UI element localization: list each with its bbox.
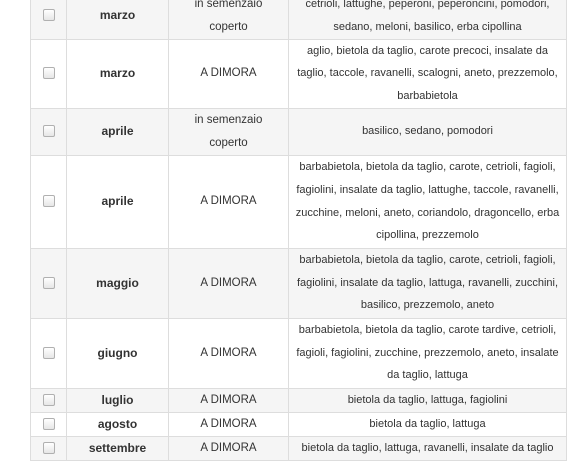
crops-cell: barbabietola, bietola da taglio, carote, cetrioli, fagioli, fagiolini, insalate da taglio, lattughe, taccole, ravanelli, zucchine, meloni, aneto, coriandolo, dragoncello, erba cipollina, prezzemolo [289, 155, 567, 248]
table-row [31, 39, 567, 108]
checkbox-icon[interactable] [43, 418, 55, 430]
table-row [31, 412, 567, 436]
month-cell: aprile [67, 108, 169, 155]
month-cell: giugno [67, 318, 169, 388]
row-checkbox-cell[interactable] [31, 39, 67, 108]
row-checkbox-cell[interactable] [31, 155, 67, 248]
month-cell: agosto [67, 412, 169, 436]
crops-cell: barbabietola, bietola da taglio, carote, cetrioli, fagioli, fagiolini, insalate da taglio, lattuga, ravanelli, zucchini, basilico, prezzemolo, aneto [289, 248, 567, 318]
month-cell: luglio [67, 388, 169, 412]
sowing-table [30, 0, 567, 461]
crops-cell: barbabietola, bietola da taglio, carote tardive, cetrioli, fagioli, fagiolini, zucchine, prezzemolo, aneto, insalate da taglio, lattuga [289, 318, 567, 388]
crops-cell: cetrioli, lattughe, peperoni, peperoncini, pomodori, sedano, meloni, basilico, erba cipollina [289, 0, 567, 39]
mode-cell: A DIMORA [169, 388, 289, 412]
mode-cell: A DIMORA [169, 412, 289, 436]
row-checkbox-cell[interactable] [31, 108, 67, 155]
table-row [31, 155, 567, 248]
checkbox-icon[interactable] [43, 67, 55, 79]
month-cell: settembre [67, 436, 169, 460]
checkbox-icon[interactable] [43, 195, 55, 207]
table-row [31, 436, 567, 460]
crops-cell: bietola da taglio, lattuga, fagiolini [289, 388, 567, 412]
checkbox-icon[interactable] [43, 442, 55, 454]
mode-cell: in semenzaio coperto [169, 108, 289, 155]
left-margin [0, 0, 30, 413]
month-cell: marzo [67, 39, 169, 108]
checkbox-icon[interactable] [43, 9, 55, 21]
checkbox-icon[interactable] [43, 277, 55, 289]
month-cell: maggio [67, 248, 169, 318]
mode-cell: A DIMORA [169, 436, 289, 460]
mode-cell: A DIMORA [169, 248, 289, 318]
checkbox-icon[interactable] [43, 347, 55, 359]
crops-cell: bietola da taglio, lattuga, ravanelli, insalate da taglio [289, 436, 567, 460]
crops-cell: basilico, sedano, pomodori [289, 108, 567, 155]
crops-cell: bietola da taglio, lattuga [289, 412, 567, 436]
table-row [31, 388, 567, 412]
month-cell: aprile [67, 155, 169, 248]
checkbox-icon[interactable] [43, 394, 55, 406]
mode-cell: A DIMORA [169, 39, 289, 108]
row-checkbox-cell[interactable] [31, 248, 67, 318]
table-row [31, 108, 567, 155]
row-checkbox-cell[interactable] [31, 412, 67, 436]
row-checkbox-cell[interactable] [31, 388, 67, 412]
checkbox-icon[interactable] [43, 125, 55, 137]
row-checkbox-cell[interactable] [31, 318, 67, 388]
table-row [31, 248, 567, 318]
table-row [31, 318, 567, 388]
month-cell: marzo [67, 0, 169, 39]
row-checkbox-cell[interactable] [31, 0, 67, 39]
table-row [31, 0, 567, 39]
mode-cell: A DIMORA [169, 155, 289, 248]
mode-cell: A DIMORA [169, 318, 289, 388]
row-checkbox-cell[interactable] [31, 436, 67, 460]
mode-cell: in semenzaio coperto [169, 0, 289, 39]
crops-cell: aglio, bietola da taglio, carote precoci, insalate da taglio, taccole, ravanelli, scalogni, aneto, prezzemolo, barbabietola [289, 39, 567, 108]
